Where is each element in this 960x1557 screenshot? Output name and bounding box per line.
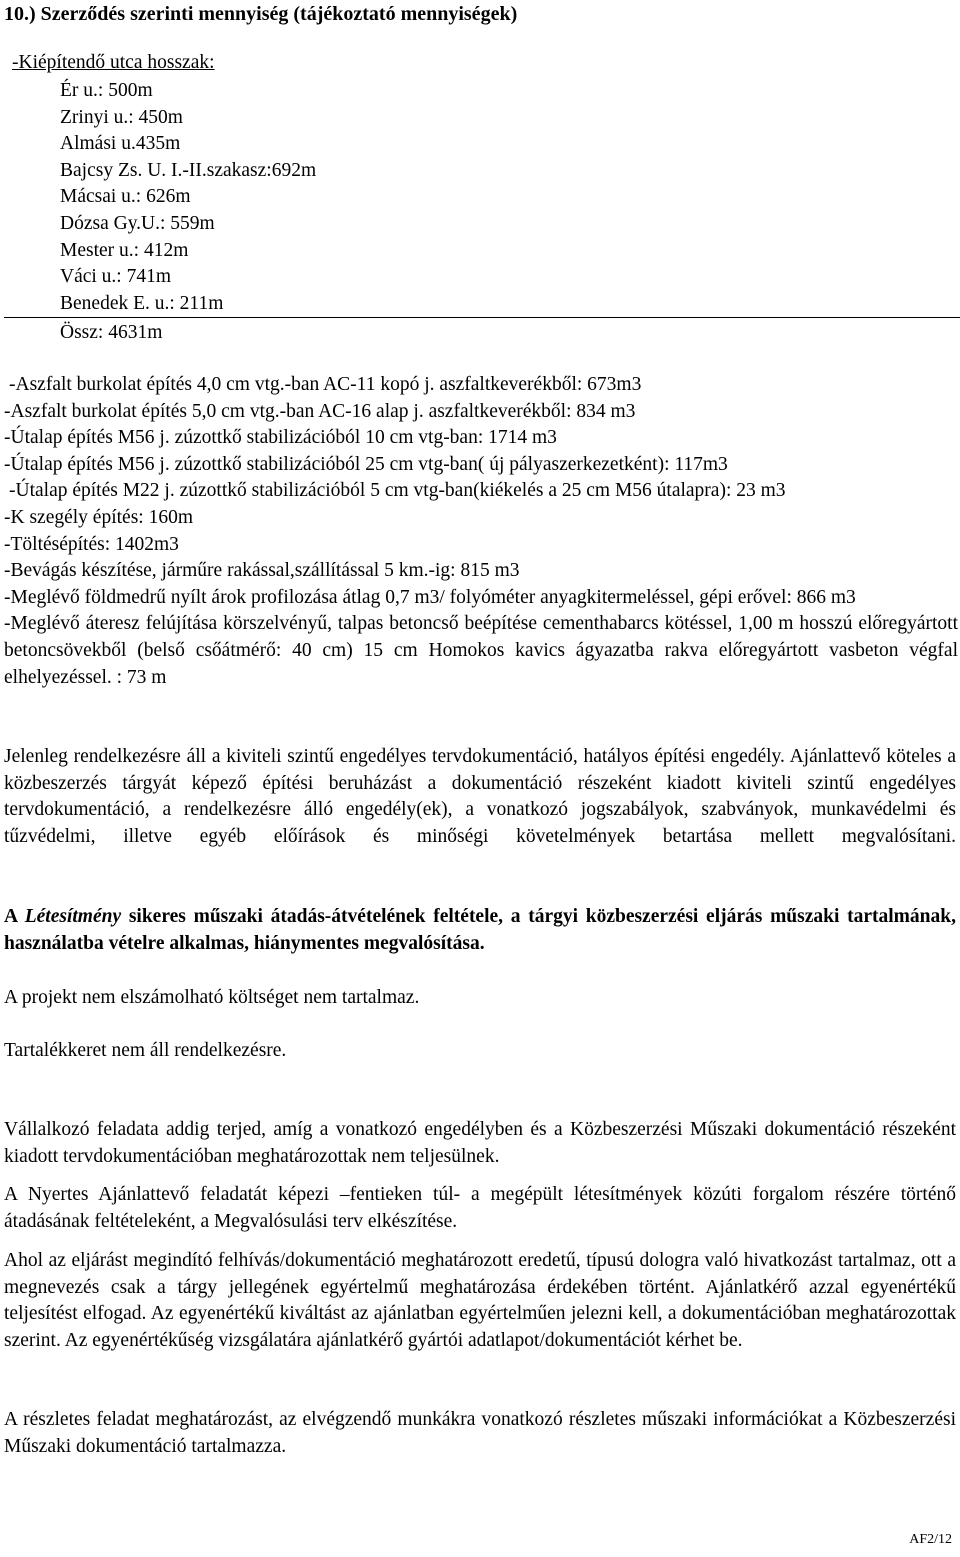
total-length: Össz: 4631m [60,322,163,343]
list-item: Dózsa Gy.U.: 559m [60,212,215,234]
list-item: -Aszfalt burkolat építés 4,0 cm vtg.-ban AC-11 kopó j. aszfaltkeverékből: 673m3 [9,374,642,395]
list-item: Ér u.: 500m [60,80,153,101]
bold-text: A [4,906,25,927]
paragraph-winner-task: A Nyertes Ajánlattevő feladatát képezi –fentieken túl- a megépült létesítmények közúti forgalom részére történő átadásának feltételeként, a Megvalósulási terv elkészítése. [4,1184,956,1232]
list-item: -K szegély építés: 160m [4,506,193,528]
paragraph-documentation: Jelenleg rendelkezésre áll a kiviteli szintű engedélyes tervdokumentáció, hatályos építési engedély. Ajánlattevő köteles a közbeszerzés tárgyát képező építési beruházást a dokumentáció részeként kiadott kiviteli szintű engedélyes tervdokumentáció, a rendelkezésre álló engedély(ek), a vonatkozó jogszabályok, szabványok, munkavédelmi és tűzvédelmi, illetve egyéb előírások és minőségi követelmények betartása mellett megvalósítani. [4,746,956,847]
list-item: Mester u.: 412m [60,239,189,261]
paragraph-details: A részletes feladat meghatározást, az elvégzendő munkákra vonatkozó részletes műszaki információkat a Közbeszerzési Műszaki dokumentáció tartalmazza. [4,1409,956,1457]
list-item: -Útalap építés M56 j. zúzottkő stabilizációból 10 cm vtg-ban: 1714 m3 [4,427,557,449]
list-item: -Meglévő földmedrű nyílt árok profilozása átlag 0,7 m3/ folyóméter anyagkitermeléssel, gépi erővel: 866 m3 [4,586,856,608]
paragraph-equivalence: Ahol az eljárást megindító felhívás/dokumentáció meghatározott eredetű, típusú dologra való hivatkozást tartalmaz, ott a megnevezés csak a tárgy jellegének egyértelmű meghatározása érdekében történt. Ajánlatkérő azzal egyenértékű teljesítést elfogad. Az egyenértékű kiváltást az ajánlatban egyértelműen jelezni kell, a dokumentációban meghatározottak szerint. Az egyenértékűség vizsgálatára ajánlatkérő gyártói adatlapot/dokumentációt kérhet be. [4,1250,956,1351]
section-heading: 10.) Szerződés szerinti mennyiség (tájékoztató mennyiségek) [4,3,518,25]
list-item: -Útalap építés M22 j. zúzottkő stabilizációból 5 cm vtg-ban(kiékelés a 25 cm M56 útalapra): 23 m3 [9,480,786,502]
list-item: Almási u.435m [60,133,181,155]
italic-term: Létesítmény [24,906,122,927]
street-length-list [60,78,316,317]
paragraph-contractor-scope: Vállalkozó feladata addig terjed, amíg a vonatkozó engedélyben és a Közbeszerzési Műszaki dokumentáció részeként kiadott tervdokumentációban meghatározottak nem teljesülnek. [4,1119,956,1167]
page-number: AF2/12 [909,1532,952,1547]
list-item: Benedek E. u.: 211m [60,292,224,314]
paragraph-handover-condition [4,904,956,957]
list-item: -Töltésépítés: 1402m3 [4,533,179,555]
total-divider [4,317,960,318]
list-item: Mácsai u.: 626m [60,186,191,208]
list-item: Bajcsy Zs. U. I.-II.szakasz:692m [60,159,317,181]
paragraph-cost: A projekt nem elszámolható költséget nem tartalmaz. [4,987,420,1008]
paragraph-reserve: Tartalékkeret nem áll rendelkezésre. [4,1040,287,1061]
list-item: -Útalap építés M56 j. zúzottkő stabilizációból 25 cm vtg-ban( új pályaszerkezetként): 117m3 [4,453,728,475]
street-lengths-title: -Kiépítendő utca hosszak: [12,52,215,73]
list-item: -Bevágás készítése, járműre rakással,szállítással 5 km.-ig: 815 m3 [4,560,520,582]
list-item: -Aszfalt burkolat építés 5,0 cm vtg.-ban AC-16 alap j. aszfaltkeverékből: 834 m3 [4,400,636,422]
list-item: -Meglévő áteresz felújítása körszelvényű, talpas betoncső beépítése cementhabarcs kötéssel, 1,00 m hosszú előregyártott betoncsövekből (belső csőátmérő: 40 cm) 15 cm Homokos kavics ágyazatba rakva előregyártott vasbeton végfal elhelyezéssel. : 73 m [4,613,958,688]
bold-text: sikeres műszaki átadás-átvételének feltétele, a tárgyi közbeszerzési eljárás műszaki tartalmának, használatba vételre alkalmas, hiánymentes megvalósítása. [4,906,956,954]
list-item: Váci u.: 741m [60,266,172,288]
list-item: Zrinyi u.: 450m [60,106,183,128]
work-quantities-list [4,372,958,691]
